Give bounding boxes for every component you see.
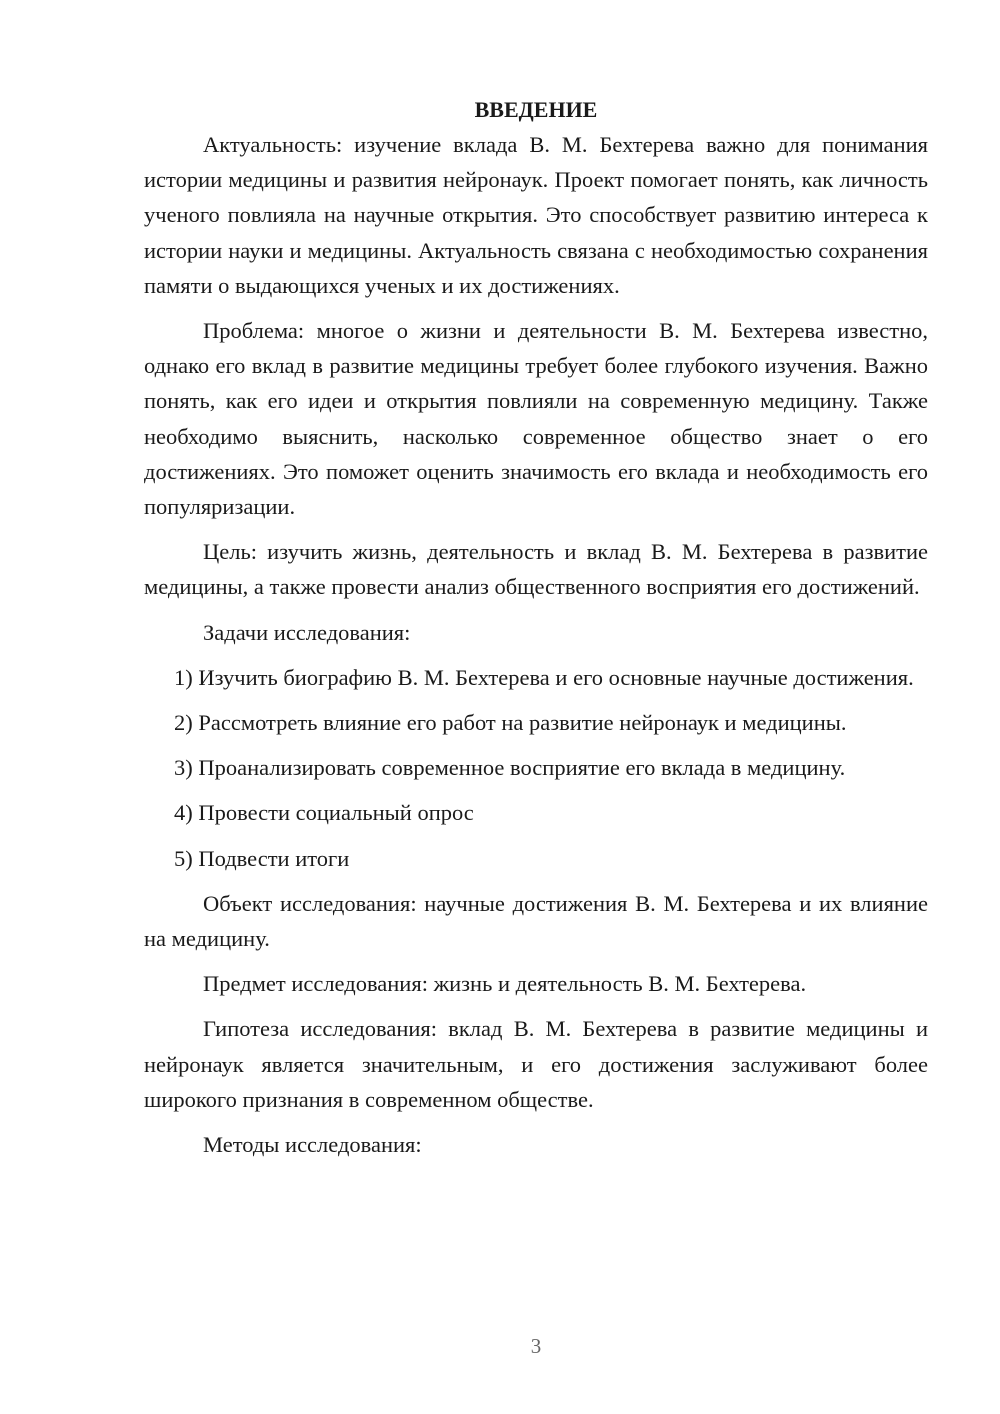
paragraph-relevance: Актуальность: изучение вклада В. М. Бехтерева важно для понимания истории медицины и развития нейронаук. Проект помогает понять, как личность ученого повлияла на научные открытия. Это способствует развитию интереса к истории науки и медицины. Актуальность связана с необходимостью сохранения памяти о выдающихся ученых и их достижениях. bbox=[144, 132, 928, 298]
task-item-1: 1) Изучить биографию В. М. Бехтерева и его основные научные достижения. bbox=[174, 664, 914, 690]
task-item-5: 5) Подвести итоги bbox=[174, 845, 350, 871]
task-item-4: 4) Провести социальный опрос bbox=[174, 800, 474, 826]
task-item-3: 3) Проанализировать современное восприятие его вклада в медицину. bbox=[174, 755, 846, 781]
paragraph-subject: Предмет исследования: жизнь и деятельность В. М. Бехтерева. bbox=[203, 971, 807, 997]
paragraph-object: Объект исследования: научные достижения В. М. Бехтерева и их влияние на медицину. bbox=[144, 890, 928, 952]
paragraph-methods: Методы исследования: bbox=[203, 1132, 422, 1158]
task-item-2: 2) Рассмотреть влияние его работ на развитие нейронаук и медицины. bbox=[174, 710, 847, 736]
section-title: ВВЕДЕНИЕ bbox=[474, 97, 598, 122]
paragraph-tasks-heading: Задачи исследования: bbox=[203, 619, 411, 645]
paragraph-problem: Проблема: многое о жизни и деятельности В. М. Бехтерева известно, однако его вклад в развитие медицины требует более глубокого изучения. Важно понять, как его идеи и открытия повлияли на современную медицину. Также необходимо выяснить, насколько современное общество знает о его достижениях. Это поможет оценить значимость его вклада и необходимость его популяризации. bbox=[144, 318, 928, 520]
paragraph-goal: Цель: изучить жизнь, деятельность и вклад В. М. Бехтерева в развитие медицины, а также провести анализ общественного восприятия его достижений. bbox=[144, 539, 928, 600]
document-page bbox=[144, 92, 928, 1172]
paragraph-hypothesis: Гипотеза исследования: вклад В. М. Бехтерева в развитие медицины и нейронаук является значительным, и его достижения заслуживают более широкого признания в современном обществе. bbox=[144, 1016, 928, 1112]
page-number: 3 bbox=[530, 1334, 542, 1358]
